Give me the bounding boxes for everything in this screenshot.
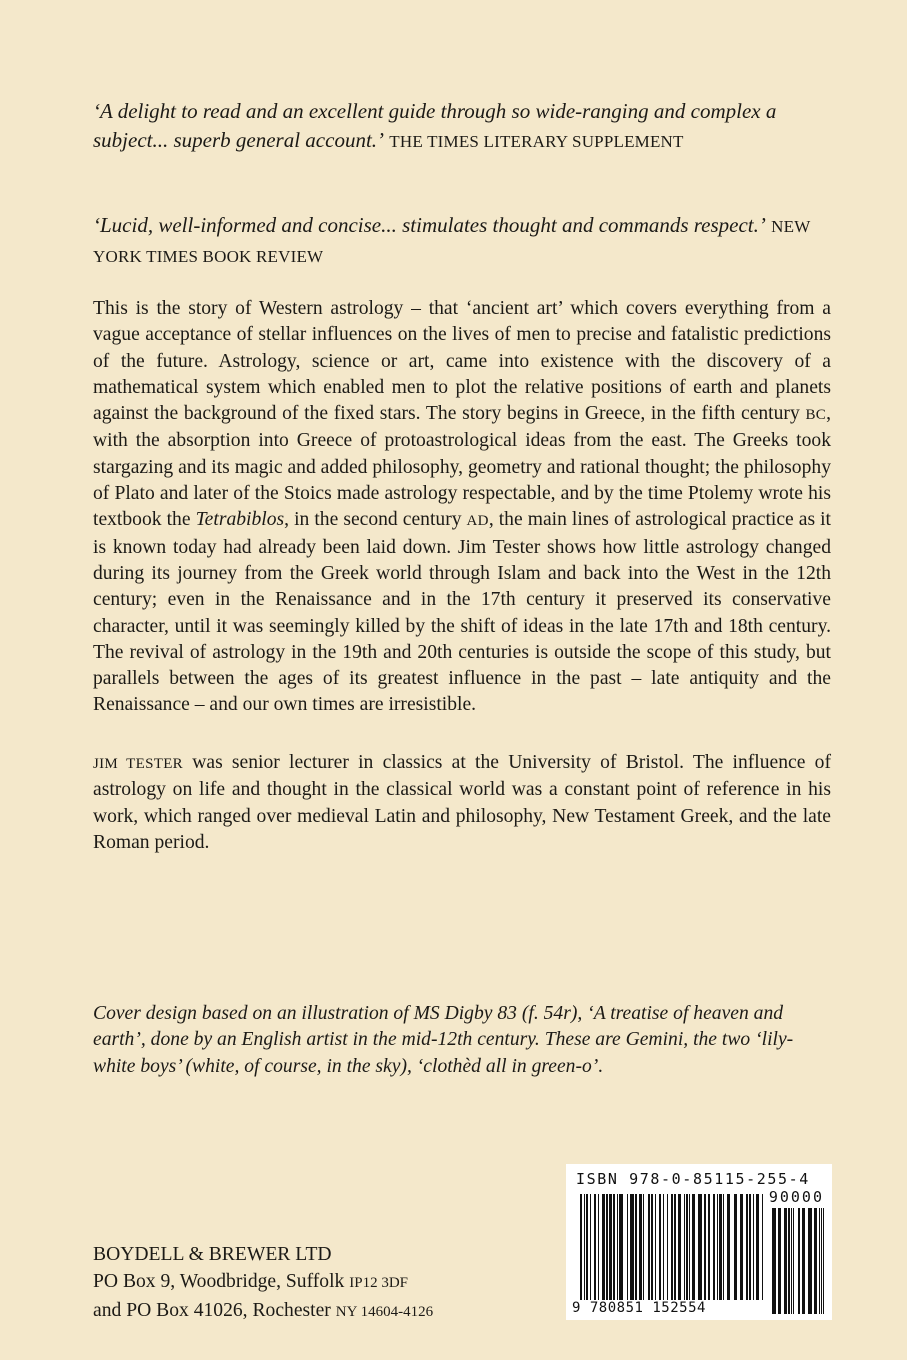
review-quote-text: ‘Lucid, well-informed and concise... stimulates thought and commands respect.’ bbox=[93, 213, 766, 237]
review-source: NEW YORK TIMES BOOK REVIEW bbox=[93, 217, 811, 266]
barcode-bar bbox=[619, 1194, 623, 1300]
barcode-digits: 9 780851 152554 bbox=[572, 1300, 706, 1316]
barcode-bar bbox=[772, 1208, 776, 1314]
barcode-bar bbox=[723, 1194, 724, 1300]
barcode-bar bbox=[655, 1194, 656, 1300]
barcode-bar bbox=[784, 1208, 787, 1314]
review-quote-2 bbox=[93, 211, 813, 271]
barcode-bar bbox=[756, 1194, 759, 1300]
barcode-bar bbox=[717, 1194, 718, 1300]
postcode: NY 14604-4126 bbox=[335, 1304, 434, 1320]
isbn-barcode bbox=[566, 1164, 832, 1320]
barcode-bar bbox=[586, 1194, 588, 1300]
author-bio bbox=[93, 750, 831, 856]
barcode-bar bbox=[678, 1194, 681, 1300]
publisher-info bbox=[93, 1241, 513, 1326]
barcode-bar bbox=[674, 1194, 676, 1300]
barcode-bar bbox=[802, 1208, 805, 1314]
author-bio-text: was senior lecturer in classics at the University of Bristol. The influence of astrology on life and thought in the classical world was a constant point of reference in his work, which ranged over medieval Latin and philosophy, New Testament Greek, and the late Roman period. bbox=[93, 752, 831, 853]
review-quote-1 bbox=[93, 97, 813, 156]
barcode-bar bbox=[630, 1194, 634, 1300]
author-name: JIM TESTER bbox=[93, 756, 183, 772]
barcode-bar bbox=[651, 1194, 653, 1300]
publisher-address-2: and PO Box 41026, Rochester NY 14604-4126 bbox=[93, 1300, 434, 1321]
book-description bbox=[93, 296, 831, 719]
barcode-bar bbox=[686, 1194, 688, 1300]
barcode-bar bbox=[598, 1194, 599, 1300]
barcode-bar bbox=[778, 1208, 781, 1314]
barcode-bar bbox=[639, 1194, 642, 1300]
barcode-bar bbox=[808, 1208, 812, 1314]
barcode-bar bbox=[814, 1208, 817, 1314]
barcode-bar bbox=[663, 1194, 664, 1300]
blurb-text: , in the second century bbox=[284, 509, 467, 531]
review-quote-text: ‘A delight to read and an excellent guide through so wide-ranging and complex a subject... superb general account.’ bbox=[93, 99, 777, 152]
barcode-bar bbox=[643, 1194, 644, 1300]
barcode-bar bbox=[692, 1194, 695, 1300]
barcode-bar bbox=[821, 1208, 822, 1314]
barcode-bar bbox=[606, 1194, 608, 1300]
barcode-addon-label: 90000 bbox=[768, 1188, 824, 1206]
barcode-bar bbox=[659, 1194, 661, 1300]
barcode-bar bbox=[613, 1194, 615, 1300]
barcode-bar bbox=[753, 1194, 754, 1300]
barcode-bar bbox=[740, 1194, 743, 1300]
book-title-tetrabiblos: Tetrabiblos bbox=[195, 509, 285, 531]
blurb-text: , the main lines of astrological practice as it is known today had already been laid down. Jim Tester shows how little astrology changed during its journey from the Greek world through Islam and back into the West in the 12th century; even in the Renaissance and in the 17th century it preserved its conservative character, until it was seemingly killed by the shift of ideas in the late 17th and 18th century. The revival of astrology in the 19th and 20th centuries is outside the scope of this study, but parallels between the ages of its greatest influence in the past – late antiquity and the Renaissance – and our own times are irresistible. bbox=[93, 509, 832, 716]
barcode-bar bbox=[762, 1194, 763, 1300]
publisher-address-1: PO Box 9, Woodbridge, Suffolk IP12 3DF bbox=[93, 1271, 409, 1292]
blurb-text: This is the story of Western astrology – that ‘ancient art’ which covers everything from a vague acceptance of stellar influences on the lives of men to precise and fatalistic predictions of the future. Astrology, science or art, came into existence with the discovery of a mathematical system which enabled men to plot the relative positions of earth and planets against the background of the fixed stars. The story begins in Greece, in the fifth century bbox=[93, 298, 831, 425]
barcode-bar bbox=[667, 1194, 668, 1300]
barcode-bar bbox=[689, 1194, 690, 1300]
barcode-bar bbox=[627, 1194, 628, 1300]
barcode-bar bbox=[698, 1194, 702, 1300]
barcode-bar bbox=[749, 1194, 751, 1300]
barcode-bar bbox=[791, 1208, 792, 1314]
barcode-bar bbox=[584, 1194, 585, 1300]
barcode-bar bbox=[788, 1208, 790, 1314]
era-bc: BC bbox=[805, 407, 827, 424]
barcode-bar bbox=[590, 1194, 591, 1300]
barcode-bar bbox=[819, 1208, 820, 1314]
postcode: IP12 3DF bbox=[349, 1275, 409, 1291]
blurb-text: , with the absorption into Greece of protoastrological ideas from the east. The Greeks took stargazing and its magic and added philosophy, geometry and rational thought; the philosophy of Plato and later of the Stoics made astrology respectable, and by the time Ptolemy wrote his textbook the bbox=[93, 403, 831, 531]
era-ad: AD bbox=[466, 513, 489, 530]
barcode-bar bbox=[823, 1208, 824, 1314]
barcode-bar bbox=[793, 1208, 794, 1314]
barcode-bar bbox=[713, 1194, 715, 1300]
review-source: THE TIMES LITERARY SUPPLEMENT bbox=[389, 132, 684, 151]
barcode-bar bbox=[609, 1194, 612, 1300]
barcode-bar bbox=[617, 1194, 618, 1300]
isbn-label: ISBN 978-0-85115-255-4 bbox=[576, 1170, 810, 1188]
barcode-bar bbox=[727, 1194, 730, 1300]
barcode-bar bbox=[671, 1194, 673, 1300]
barcode-bar bbox=[580, 1194, 582, 1300]
barcode-bar bbox=[648, 1194, 650, 1300]
cover-design-note: Cover design based on an illustration of MS Digby 83 (f. 54r), ‘A treatise of heaven and earth’, done by an English artist in the mid-12th century. These are Gemini, the two ‘lily-white boys’ (white, of course, in the sky), ‘clothèd all in green-o’. bbox=[93, 1003, 794, 1077]
barcode-bar bbox=[798, 1208, 800, 1314]
barcode-bar bbox=[602, 1194, 605, 1300]
barcode-bar bbox=[734, 1194, 737, 1300]
barcode-bar bbox=[708, 1194, 710, 1300]
barcode-bar bbox=[704, 1194, 706, 1300]
barcode-bar bbox=[594, 1194, 596, 1300]
barcode-bar bbox=[719, 1194, 722, 1300]
barcode-bar bbox=[684, 1194, 685, 1300]
publisher-name: BOYDELL & BREWER LTD bbox=[93, 1244, 332, 1265]
barcode-bar bbox=[746, 1194, 748, 1300]
barcode-bar bbox=[635, 1194, 637, 1300]
